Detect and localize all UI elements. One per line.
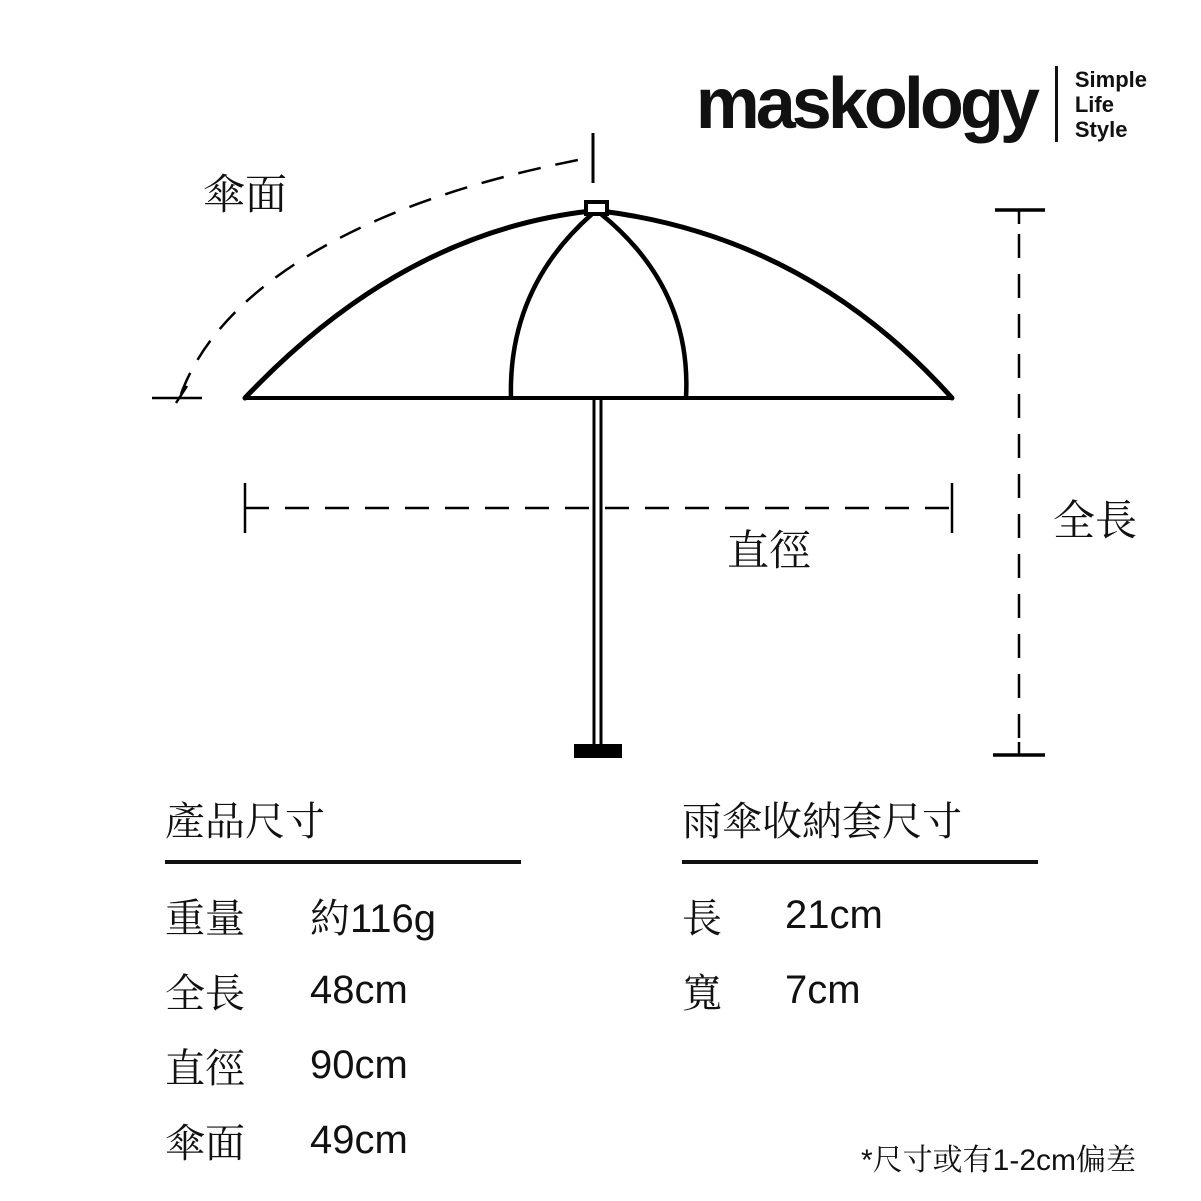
product-dimensions-table: [165, 798, 521, 1178]
row-label: 傘面: [165, 1122, 245, 1166]
arc-end-tick: [176, 386, 187, 403]
tagline-line-2: Life: [1074, 91, 1114, 117]
table-row: [165, 1028, 521, 1103]
row-value: 7cm: [785, 968, 861, 1012]
canopy-right-edge: [601, 211, 952, 398]
product-table-title: 產品尺寸: [165, 800, 325, 844]
row-value: 90cm: [310, 1043, 408, 1087]
umbrella-shaft: [594, 400, 601, 744]
canopy-left-rib: [511, 214, 592, 398]
canopy-label: 傘面: [203, 171, 288, 218]
row-label: 重量: [165, 897, 245, 941]
tolerance-footnote: *尺寸或有1-2cm偏差: [861, 1144, 1137, 1177]
row-label: 長: [682, 897, 722, 941]
pouch-table-rule: [682, 860, 1038, 864]
product-table-rule: [165, 860, 521, 864]
row-label: 直徑: [165, 1047, 245, 1091]
row-value: 約116g: [310, 897, 437, 941]
row-value: 49cm: [310, 1118, 408, 1162]
brand-name: maskology: [695, 64, 1036, 144]
row-label: 全長: [165, 972, 245, 1016]
row-value: 48cm: [310, 968, 408, 1012]
table-row: [165, 878, 521, 953]
pouch-dimensions-table: [682, 798, 1038, 1028]
pouch-table-rows: [682, 878, 1038, 1028]
row-value: 21cm: [785, 893, 883, 937]
tagline-line-3: Style: [1074, 116, 1128, 142]
canopy-right-rib: [601, 214, 686, 398]
table-row: [165, 953, 521, 1028]
umbrella-ferrule: [586, 202, 607, 214]
row-label: 寬: [682, 972, 722, 1016]
table-row: [682, 878, 1038, 953]
product-table-rows: [165, 878, 521, 1178]
umbrella-handle: [574, 744, 622, 758]
pouch-table-title: 雨傘收納套尺寸: [682, 800, 962, 844]
canopy-left-edge: [245, 211, 591, 398]
table-row: [165, 1103, 521, 1178]
total-length-label: 全長: [1053, 497, 1138, 544]
table-row: [682, 953, 1038, 1028]
tagline-line-1: Simple: [1074, 66, 1147, 92]
diameter-label: 直徑: [727, 527, 812, 574]
